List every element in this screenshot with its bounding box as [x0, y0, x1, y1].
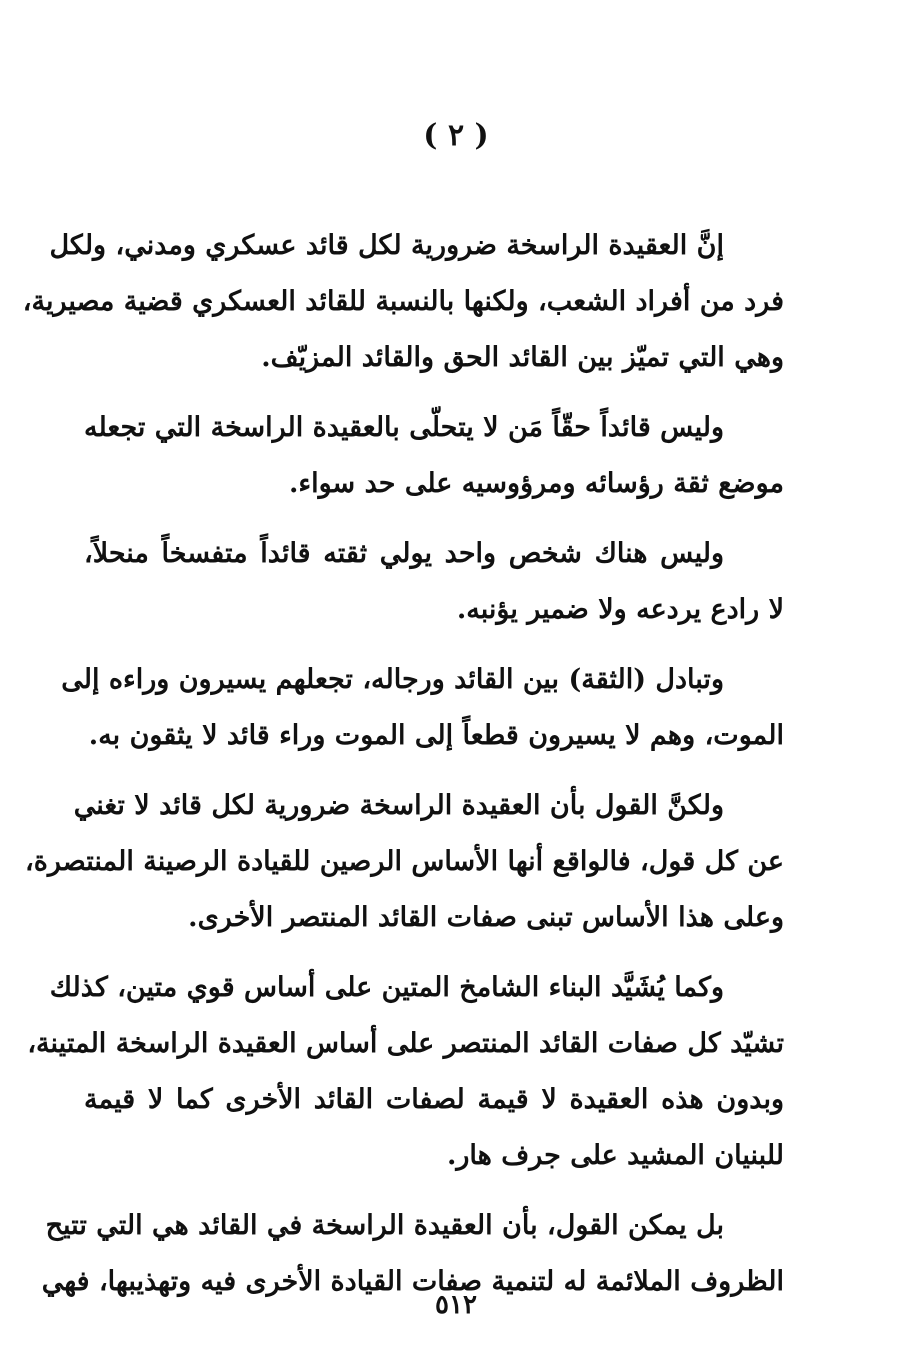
- paragraph-6: [27, 960, 784, 1184]
- section-number: ( ٢ ): [423, 118, 489, 153]
- text-line: الموت، وهم لا يسيرون قطعاً إلى الموت وراء قائد لا يثقون به.: [88, 720, 784, 751]
- text-line: موضع ثقة رؤسائه ومرؤوسيه على حد سواء.: [289, 468, 784, 499]
- text-line: وتبادل (الثقة) بين القائد ورجاله، تجعلهم يسيرون وراءه إلى: [61, 664, 724, 695]
- paragraph-3: [84, 526, 784, 638]
- text-line: تشيّد كل صفات القائد المنتصر على أساس العقيدة الراسخة المتينة،: [27, 1028, 784, 1059]
- text-line: وهي التي تميّز بين القائد الحق والقائد المزيّف.: [261, 342, 784, 373]
- text-line: بل يمكن القول، بأن العقيدة الراسخة في القائد هي التي تتيح: [45, 1210, 724, 1241]
- text-line: عن كل قول، فالواقع أنها الأساس الرصين للقيادة الرصينة المنتصرة،: [25, 846, 784, 877]
- text-line: للبنيان المشيد على جرف هار.: [446, 1140, 784, 1171]
- text-line: وليس قائداً حقّاً مَن لا يتحلّى بالعقيدة الراسخة التي تجعله: [84, 412, 724, 443]
- text-line: الظروف الملائمة له لتنمية صفات القيادة الأخرى فيه وتهذيبها، فهي: [41, 1266, 784, 1297]
- page-number: ٥١٢: [435, 1290, 477, 1320]
- paragraph-1: [22, 218, 784, 386]
- paragraph-5: [25, 778, 784, 946]
- text-line: فرد من أفراد الشعب، ولكنها بالنسبة للقائد العسكري قضية مصيرية،: [22, 286, 784, 317]
- text-line: لا رادع يردعه ولا ضمير يؤنبه.: [456, 594, 784, 625]
- text-line: وليس هناك شخص واحد يولي ثقته قائداً متفسخاً منحلاً،: [84, 538, 724, 569]
- text-line: ولكنَّ القول بأن العقيدة الراسخة ضرورية لكل قائد لا تغني: [73, 790, 724, 821]
- text-line: وكما يُشَيَّد البناء الشامخ المتين على أساس قوي متين، كذلك: [49, 972, 724, 1003]
- text-line: وعلى هذا الأساس تبنى صفات القائد المنتصر الأخرى.: [188, 902, 784, 933]
- paragraph-2: [84, 400, 784, 512]
- body-text: [22, 218, 784, 1324]
- text-line: إنَّ العقيدة الراسخة ضرورية لكل قائد عسكري ومدني، ولكل: [49, 230, 724, 261]
- text-line: وبدون هذه العقيدة لا قيمة لصفات القائد الأخرى كما لا قيمة: [84, 1084, 784, 1115]
- paragraph-4: [61, 652, 784, 764]
